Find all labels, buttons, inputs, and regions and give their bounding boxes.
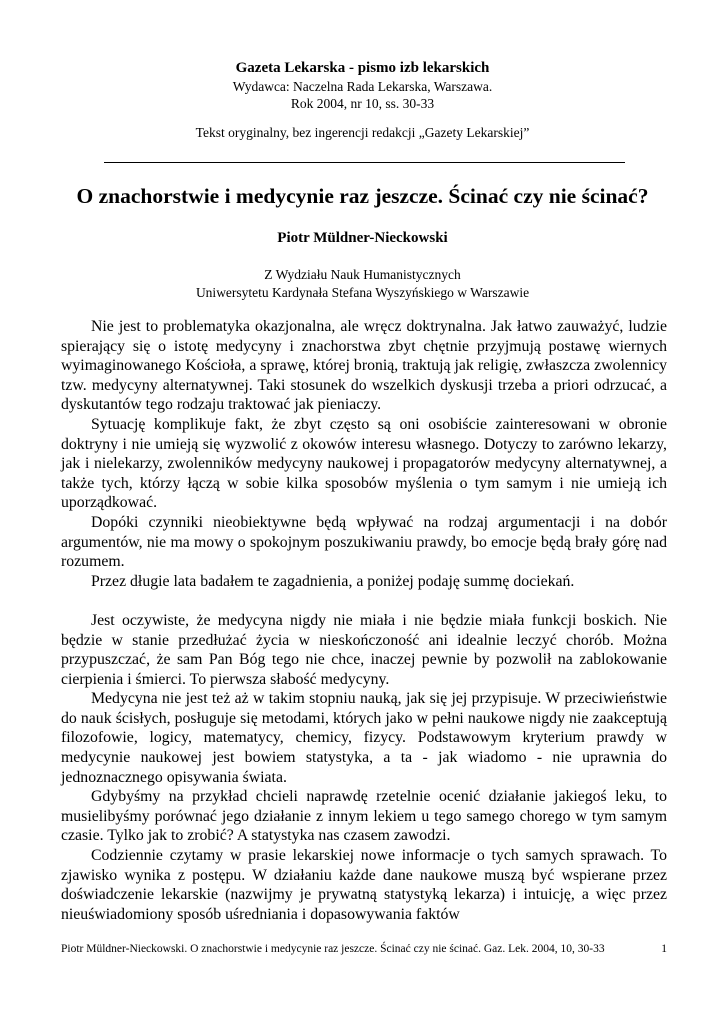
paragraph-5: Jest oczywiste, że medycyna nigdy nie miała i nie będzie miała funkcji boskich. Nie będzie w stanie przedłużać życia w nieskończoność ani idealnie leczyć chorób. Można przypuszczać, że sam Pan Bóg tego nie chce, inaczej pewnie by pozwolił na zablokowanie cierpienia i śmierci. To pierwsza słabość medycyny.: [61, 611, 667, 688]
article-title: O znachorstwie i medycynie raz jeszcze. Ścinać czy nie ścinać?: [76, 184, 649, 208]
paragraph-6: Medycyna nie jest też aż w takim stopniu nauką, jak się jej przypisuje. W przeciwieństwie do nauk ścisłych, posługuje się metodami, których jako w pełni naukowe nigdy nie zaakceptują filozofowie, logicy, matematycy, chemicy, fizycy. Podstawowym kryterium prawdy w medycynie naukowej jest bowiem statystyka, a ta - jak wiadomo - nie uprawnia do jednoznacznego opisywania świata.: [61, 690, 667, 786]
issue-line: Rok 2004, nr 10, ss. 30-33: [290, 96, 435, 111]
paragraph-1: Nie jest to problematyka okazjonalna, ale wręcz doktrynalna. Jak łatwo zauważyć, ludzie spierający się o istotę medycyny i znachorstwa zbyt chętnie przyjmują postawę wiernych wyimaginowanego Kościoła, a sprawę, której bronią, traktują jak religię, zwłaszcza zwolennicy tzw. medycyny alternatywnej. Taki stosunek do wszelkich dyskusji trzeba a priori odrzucać, a dyskutantów tego rodzaju traktować jak pieniaczy.: [61, 318, 667, 414]
journal-header: [0, 58, 725, 141]
article-body: [61, 317, 667, 924]
paragraph-4: Przez długie lata badałem te zagadnienia, a poniżej podaję summę dociekań.: [91, 572, 575, 590]
page-footer: [61, 942, 667, 956]
paragraph-2: Sytuację komplikuje fakt, że zbyt często są oni osobiście zainteresowani w obronie doktryny i nie umieją się wyzwolić z okowów interesu własnego. Dotyczy to zarówno lekarzy, jak i nielekarzy, zwolenników medycyny naukowej i propagatorów medycyny alternatywnej, a także tych, którzy łączą w sobie kilka sposobów myślenia o tym samym i nie umieją ich uporządkować.: [61, 415, 667, 512]
journal-title: Gazeta Lekarska - pismo izb lekarskich: [235, 60, 490, 76]
author-affiliation: [0, 266, 725, 302]
paragraph-7: Gdybyśmy na przykład chcieli naprawdę rzetelnie ocenić działanie jakiegoś leku, to musielibyśmy porównać jego działanie z innym lekiem u tego samego chorego w tym samym czasie. Tylko jak to zrobić? A statystyka nas czasem zawodzi.: [61, 788, 667, 845]
publisher-line: Wydawca: Naczelna Rada Lekarska, Warszawa.: [232, 79, 493, 94]
affiliation-line-1: Z Wydziału Nauk Humanistycznych: [264, 267, 461, 282]
paragraph-3: Dopóki czynniki nieobiektywne będą wpływać na rodzaj argumentacji i na dobór argumentów, nie ma mowy o spokojnym poszukiwaniu prawdy, bo emocje będą brały górę nad rozumem.: [61, 513, 667, 571]
page-number: 1: [661, 943, 667, 955]
affiliation-line-2: Uniwersytetu Kardynała Stefana Wyszyńskiego w Warszawie: [195, 285, 530, 300]
paragraph-8: Codziennie czytamy w prasie lekarskiej nowe informacje o tych samych sprawach. To zjawisko wynika z postępu. W działaniu każde dane naukowe muszą być wspierane przez doświadczenie lekarskie (nazwijmy je prywatną statystyką lekarza) i intuicję, a więc przez nieuświadomiony sposób uśredniania i dopasowywania faktów: [61, 847, 667, 923]
original-text-note: Tekst oryginalny, bez ingerencji redakcji „Gazety Lekarskiej”: [195, 125, 530, 140]
header-divider: [104, 162, 625, 163]
article-author: Piotr Müldner-Nieckowski: [277, 230, 448, 246]
footer-citation: Piotr Müldner-Nieckowski. O znachorstwie i medycynie raz jeszcze. Ścinać czy nie ścinać. Gaz. Lek. 2004, 10, 30-33: [61, 943, 605, 955]
